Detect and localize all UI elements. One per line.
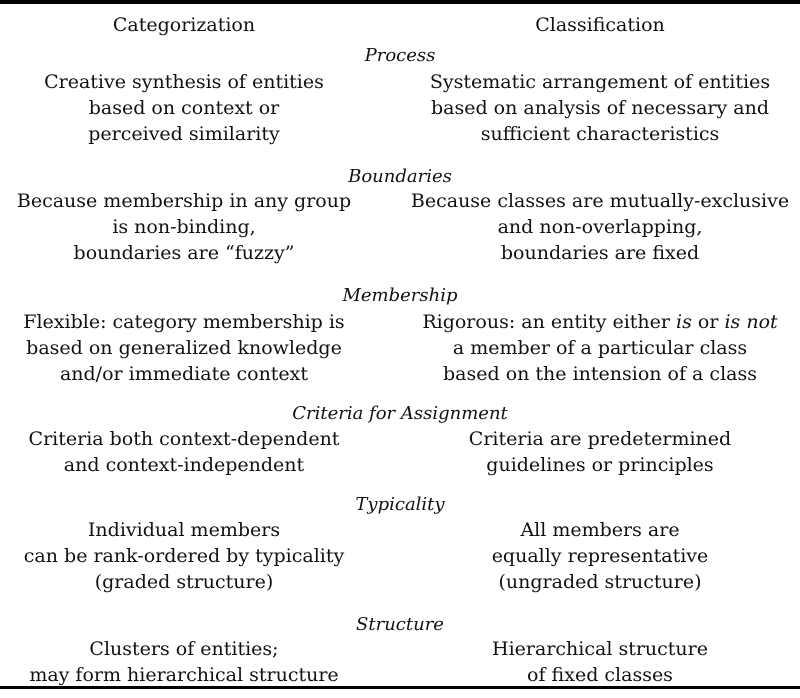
- criteria-for-assignment-classification-line: guidelines or principles: [486, 454, 714, 476]
- section-title-membership: Membership: [342, 285, 458, 306]
- boundaries-categorization-line: is non-binding,: [112, 216, 256, 238]
- structure-classification-line: of fixed classes: [527, 664, 673, 686]
- boundaries-classification-line: and non-overlapping,: [497, 216, 703, 238]
- process-categorization-line: Creative synthesis of entities: [44, 71, 324, 93]
- structure-categorization-line: Clusters of entities;: [89, 638, 279, 660]
- header-classification: Classification: [535, 14, 665, 36]
- structure-categorization-line: may form hierarchical structure: [29, 664, 339, 686]
- membership-classification-line: [400, 310, 800, 335]
- typicality-classification-line: equally representative: [491, 545, 709, 567]
- typicality-categorization-line: Individual members: [87, 519, 281, 541]
- typicality-classification-line: (ungraded structure): [498, 571, 702, 593]
- process-classification-line: Systematic arrangement of entities: [429, 71, 771, 93]
- criteria-for-assignment-classification-line: Criteria are predetermined: [468, 428, 732, 450]
- process-categorization-line: based on context or: [88, 97, 280, 119]
- criteria-for-assignment-categorization-line: and context-independent: [63, 454, 305, 476]
- section-title-typicality: Typicality: [355, 494, 445, 515]
- boundaries-classification-line: Because classes are mutually-exclusive: [410, 190, 790, 212]
- section-title-structure: Structure: [356, 614, 444, 635]
- boundaries-classification-line: boundaries are fixed: [500, 242, 700, 264]
- membership-categorization-line: and/or immediate context: [59, 363, 309, 385]
- typicality-categorization-line: can be rank-ordered by typicality: [23, 545, 345, 567]
- section-title-criteria-for-assignment: Criteria for Assignment: [292, 403, 508, 424]
- typicality-classification-line: All members are: [520, 519, 680, 541]
- header-categorization: Categorization: [112, 14, 256, 36]
- text-segment: Rigorous: an entity either: [422, 311, 677, 333]
- membership-classification-line: based on the intension of a class: [443, 363, 757, 385]
- structure-classification-line: Hierarchical structure: [492, 638, 708, 660]
- criteria-for-assignment-categorization-line: Criteria both context-dependent: [28, 428, 340, 450]
- process-classification-line: sufficient characteristics: [480, 123, 720, 145]
- membership-categorization-line: Flexible: category membership is: [23, 311, 345, 333]
- process-categorization-line: perceived similarity: [88, 123, 280, 145]
- emphasis-text: is: [676, 311, 692, 333]
- section-title-boundaries: Boundaries: [348, 166, 452, 187]
- emphasis-text: is not: [724, 311, 778, 333]
- section-title-process: Process: [364, 45, 436, 66]
- boundaries-categorization-line: Because membership in any group: [16, 190, 352, 212]
- boundaries-categorization-line: boundaries are “fuzzy”: [73, 242, 295, 264]
- membership-classification-line: a member of a particular class: [452, 337, 748, 359]
- top-rule: [0, 0, 800, 4]
- bottom-rule: [0, 686, 800, 689]
- typicality-categorization-line: (graded structure): [94, 571, 274, 593]
- process-classification-line: based on analysis of necessary and: [430, 97, 769, 119]
- membership-categorization-line: based on generalized knowledge: [26, 337, 342, 359]
- text-segment: or: [691, 311, 725, 333]
